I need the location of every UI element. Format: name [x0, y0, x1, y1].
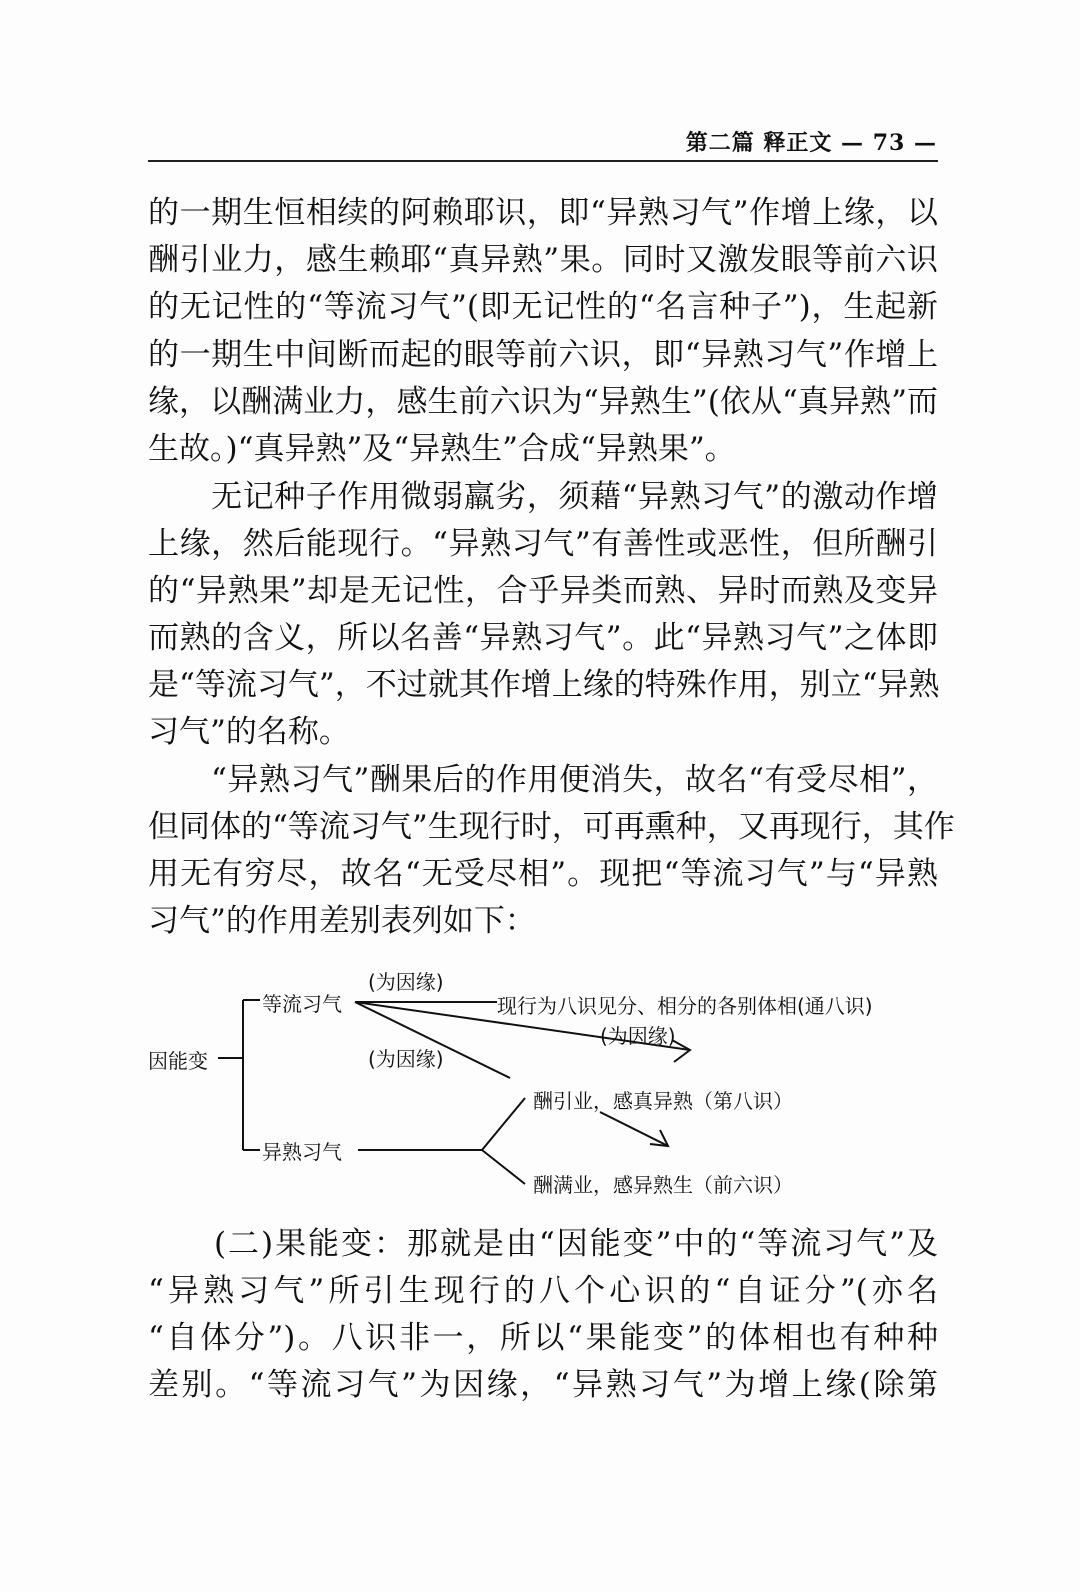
diagram-result: 现行为八识见分、相分的各别体相(通八识): [497, 994, 873, 1018]
text-line: “异熟习气”所引生现行的八个心识的“自证分”(亦名: [148, 1273, 938, 1309]
text-line: “异熟习气”酬果后的作用便消失，故名“有受尽相”，: [148, 762, 938, 798]
text-line: 的一期生恒相续的阿赖耶识，即“异熟习气”作增上缘，以: [148, 195, 938, 231]
diagram-root: 因能变: [148, 1049, 208, 1073]
running-header: 第二篇 释正文 — 73 —: [685, 130, 937, 156]
diagram-label: (为因缘): [368, 970, 444, 994]
text-line: 无记种子作用微弱羸劣，须藉“异熟习气”的激动作增: [148, 479, 938, 515]
text-line: “自体分”)。八识非一，所以“果能变”的体相也有种种: [148, 1320, 938, 1356]
text-line: 的一期生中间断而起的眼等前六识，即“异熟习气”作增上: [148, 337, 938, 373]
text-line: 但同体的“等流习气”生现行时，可再熏种，又再现行，其作: [148, 809, 955, 845]
diagram-branch-yishu: 异熟习气: [262, 1140, 342, 1164]
text-line: 习气”的名称。: [148, 714, 350, 750]
text-line: 缘，以酬满业力，感生前六识为“异熟生”(依从“真异熟”而: [148, 384, 938, 420]
text-line: 酬引业力，感生赖耶“真异熟”果。同时又激发眼等前六识: [148, 242, 938, 278]
text-line: 生故。)“真异熟”及“异熟生”合成“异熟果”。: [148, 431, 736, 467]
text-line: 而熟的含义，所以名善“异熟习气”。此“异熟习气”之体即: [148, 620, 938, 656]
text-line: 是“等流习气”，不过就其作增上缘的特殊作用，别立“异熟: [148, 667, 940, 703]
diagram-label: (为因缘): [600, 1024, 676, 1048]
diagram-result: 酬满业，感异熟生（前六识）: [533, 1173, 793, 1197]
diagram-branch-dengliu: 等流习气: [262, 992, 342, 1016]
diagram-label: (为因缘): [368, 1047, 444, 1071]
diagram-result: 酬引业，感真异熟（第八识）: [533, 1089, 793, 1113]
text-line: 习气”的作用差别表列如下：: [148, 903, 536, 939]
text-line: 的“异熟果”却是无记性，合乎异类而熟、异时而熟及变异: [148, 573, 938, 609]
text-line: 上缘，然后能现行。“异熟习气”有善性或恶性，但所酬引: [148, 526, 938, 562]
text-line: 用无有穷尽，故名“无受尽相”。现把“等流习气”与“异熟: [148, 856, 938, 892]
text-line: 的无记性的“等流习气”(即无记性的“名言种子”)，生起新: [148, 289, 938, 325]
text-line: 差别。“等流习气”为因缘，“异熟习气”为增上缘(除第: [148, 1367, 938, 1403]
text-line: (二)果能变：那就是由“因能变”中的“等流习气”及: [148, 1226, 938, 1262]
